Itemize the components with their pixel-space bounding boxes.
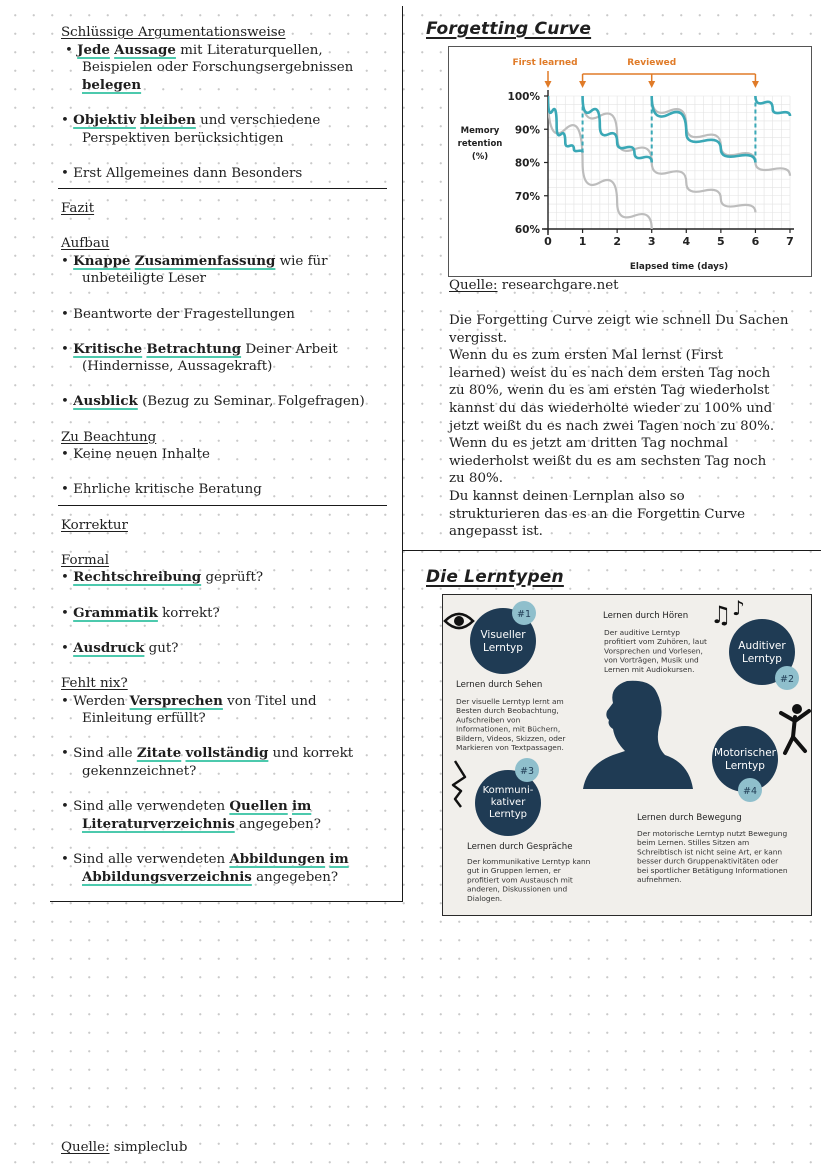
annotation-first-learned: First learned <box>512 58 578 68</box>
forgetting-explanation <box>449 312 788 541</box>
auditiv-desc-line: profitiert vom Zuhören, laut <box>604 637 707 647</box>
kommunikativ-desc-line: anderen, Diskussionen und <box>467 884 568 894</box>
explanation-line: vergisst. <box>449 330 508 346</box>
bullet-versprechen-line2: Einleitung erfüllt? <box>82 711 206 727</box>
forgetting-source: Quelle: researchgare.net <box>449 278 619 293</box>
auditiv-name-2: Lerntyp <box>742 653 782 665</box>
bullet-grammatik: • Grammatik korrekt? <box>61 604 220 621</box>
kommunikativ-desc-line: Der kommunikative Lerntyp kann <box>467 857 591 866</box>
motorisch-name-2: Lerntyp <box>725 760 765 772</box>
motorisch-desc-line: aufnehmen. <box>637 875 682 884</box>
annotation-arrow-review-head <box>752 81 759 88</box>
explanation-line: learned) weist du es nach dem ersten Tag noch <box>449 365 771 381</box>
explanation-line: zu 80%. <box>449 471 503 487</box>
kommunikativ-desc-line: profitiert vom Austausch mit <box>467 875 573 885</box>
motorisch-desc-line: Schreibtisch ist nicht seine Art, er kann <box>637 847 783 857</box>
visuell-desc-line: Der visuelle Lerntyp lernt am <box>456 697 564 706</box>
auditiv-heading: Lernen durch Hören <box>603 611 689 621</box>
heading-argumentation: Schlüssige Argumentationsweise <box>61 25 286 40</box>
divider-left-bottom <box>50 901 403 902</box>
explanation-line: angepasst ist. <box>449 524 543 540</box>
annotation-arrow-review-head <box>648 81 655 88</box>
auditiv-desc-line: Der auditive Lerntyp <box>604 628 680 637</box>
y-tick-label: 100% <box>507 91 540 103</box>
explanation-line: Wenn du es jetzt am dritten Tag nochmal <box>449 436 728 452</box>
x-tick-label: 1 <box>578 235 587 248</box>
column-divider <box>402 6 403 901</box>
bullet-ausdruck: • Ausdruck gut? <box>61 639 179 656</box>
x-axis-label: Elapsed time (days) <box>629 262 729 272</box>
bullet-ehrliche: • Ehrliche kritische Beratung <box>61 482 262 498</box>
bullet-versprechen: • Werden Versprechen von Titel und <box>61 692 317 709</box>
bullet-ausblick: • Ausblick (Bezug zu Seminar, Folgefragen) <box>61 393 365 410</box>
visuell-heading: Lernen durch Sehen <box>456 680 543 690</box>
kommunikativ-number: #3 <box>519 766 535 777</box>
bullet-knappe-line2: unbeteiligte Leser <box>82 271 207 287</box>
explanation-line: zu 80%, wenn du es am ersten Tag wiederholst <box>449 383 770 399</box>
bullet-jede-aussage-line3: belegen <box>82 76 142 93</box>
y-tick-label: 90% <box>514 124 540 137</box>
explanation-line: kannst du das wiederholte wieder zu 100% und <box>449 400 773 416</box>
annotation-reviewed: Reviewed <box>627 58 677 68</box>
visuell-desc-line: Bildern, Videos, Skizzen, oder <box>456 733 566 743</box>
motorisch-desc-line: beim Lernen. Stilles Sitzen am <box>637 838 750 848</box>
heading-zu-beachtung: Zu Beachtung <box>61 429 157 445</box>
motorisch-heading: Lernen durch Bewegung <box>637 813 742 823</box>
motorisch-desc-line: bei sportlicher Betätigung Informationen <box>637 865 788 875</box>
kommunikativ-desc-line: gut in Gruppen lernen, er <box>467 866 561 876</box>
bullet-rechtschreibung: • Rechtschreibung geprüft? <box>61 569 264 586</box>
bullet-keine-neuen: • Keine neuen Inhalte <box>61 447 210 463</box>
visuell-desc-line: Informationen, mit Büchern, <box>456 724 561 734</box>
visuell-desc-line: Aufschreiben von <box>456 715 521 725</box>
footer-source: Quelle: simpleclub <box>61 1140 188 1155</box>
x-tick-label: 0 <box>544 235 552 248</box>
lerntypen-infographic <box>442 594 812 916</box>
bullet-zitate-line2: gekennzeichnet? <box>82 763 197 779</box>
auditiv-number: #2 <box>779 674 795 685</box>
bullet-zitate: • Sind alle Zitate vollständig und korrekt <box>61 745 354 762</box>
auditiv-desc-line: Lernen mit Audiokursen. <box>604 664 695 674</box>
y-tick-label: 80% <box>514 157 540 170</box>
bullet-objektiv: • Objektiv bleiben und verschiedene <box>61 111 321 128</box>
heading-fazit: Fazit <box>61 200 95 216</box>
motorisch-number: #4 <box>742 786 758 797</box>
explanation-line: jetzt weißt du es nach zwei Tagen noch zu 80%. <box>449 418 775 434</box>
svg-text:♫: ♫ <box>710 601 732 629</box>
annotation-arrow-review-head <box>579 81 586 88</box>
svg-text:♪: ♪ <box>732 596 745 620</box>
motorisch-name-1: Motorischer <box>714 747 776 759</box>
heading-aufbau: Aufbau <box>61 236 110 252</box>
left-notes <box>61 24 365 886</box>
bullet-erst-allgemeines: • Erst Allgemeines dann Besonders <box>61 165 303 181</box>
visuell-number: #1 <box>516 609 532 620</box>
bullet-objektiv-line2: Perspektiven berücksichtigen <box>82 130 284 146</box>
bullet-knappe: • Knappe Zusammenfassung wie für <box>61 252 328 269</box>
y-axis-label: (%) <box>471 152 489 162</box>
explanation-line: Du kannst deinen Lernplan also so <box>449 488 685 504</box>
x-tick-label: 4 <box>682 235 691 248</box>
explanation-line: Wenn du es zum ersten Mal lernst (First <box>449 348 724 364</box>
bullet-quellen: • Sind alle verwendeten Quellen im <box>61 798 312 815</box>
x-tick-label: 5 <box>717 235 725 248</box>
bullet-abbildungen-line2: Abbildungsverzeichnis angegeben? <box>82 868 339 885</box>
y-tick-label: 70% <box>514 190 540 203</box>
explanation-line: wiederholst weißt du es am sechsten Tag noch <box>449 453 767 469</box>
motorisch-desc-line: besser durch Gruppenaktivitäten oder <box>637 856 779 866</box>
motorisch-desc-line: Der motorische Lerntyp nutzt Bewegung <box>637 829 788 838</box>
annotation-arrow-first-head <box>545 81 552 88</box>
bullet-kritische-line2: (Hindernisse, Aussagekraft) <box>82 359 273 375</box>
bullet-jede-aussage: • Jede Aussage mit Literaturquellen, <box>65 41 323 58</box>
x-tick-label: 6 <box>751 235 760 248</box>
y-axis-label: retention <box>457 139 503 149</box>
kommunikativ-heading: Lernen durch Gespräche <box>467 842 573 852</box>
bullet-jede-aussage-line2: Beispielen oder Forschungsergebnissen <box>82 60 354 76</box>
visuell-desc-line: Markieren von Textpassagen. <box>456 743 564 752</box>
y-tick-label: 60% <box>514 224 540 236</box>
auditiv-desc-line: Vorsprechen und Vorlesen, <box>604 646 703 656</box>
x-tick-label: 2 <box>613 235 621 248</box>
forgetting-curve-title: Forgetting Curve <box>426 19 592 39</box>
bullet-kritische: • Kritische Betrachtung Deiner Arbeit <box>61 340 338 357</box>
visuell-description <box>456 697 566 752</box>
bullet-quellen-line2: Literaturverzeichnis angegeben? <box>82 815 321 832</box>
kommunikativ-name-3: Lerntyp <box>488 809 528 820</box>
y-axis-label: Memory <box>460 126 500 136</box>
forgetting-curve-chart <box>448 46 812 277</box>
divider-right-middle <box>403 550 821 551</box>
bullet-beantworte: • Beantworte der Fragestellungen <box>61 306 295 322</box>
auditiv-name-1: Auditiver <box>738 640 786 652</box>
lerntypen-title: Die Lerntypen <box>426 567 564 587</box>
heading-korrektur: Korrektur <box>61 517 128 533</box>
explanation-line: strukturieren das es an die Forgettin Curve <box>449 506 746 522</box>
visuell-name-2: Lerntyp <box>483 642 523 654</box>
kommunikativ-name-1: Kommuni- <box>482 785 534 796</box>
heading-fehlt-nix: Fehlt nix? <box>61 675 128 691</box>
auditiv-desc-line: von Vorträgen, Musik und <box>604 655 699 665</box>
explanation-line: Die Forgetting Curve zeigt wie schnell Du Sachen <box>449 313 789 328</box>
heading-formal: Formal <box>61 552 109 568</box>
x-tick-label: 7 <box>786 235 794 248</box>
bullet-abbildungen: • Sind alle verwendeten Abbildungen im <box>61 850 349 867</box>
visuell-desc-line: Besten durch Beobachtung, <box>456 706 559 716</box>
visuell-name-1: Visueller <box>480 629 526 641</box>
kommunikativ-desc-line: Dialogen. <box>467 893 503 903</box>
x-tick-label: 3 <box>647 235 656 248</box>
kommunikativ-name-2: kativer <box>490 797 526 808</box>
